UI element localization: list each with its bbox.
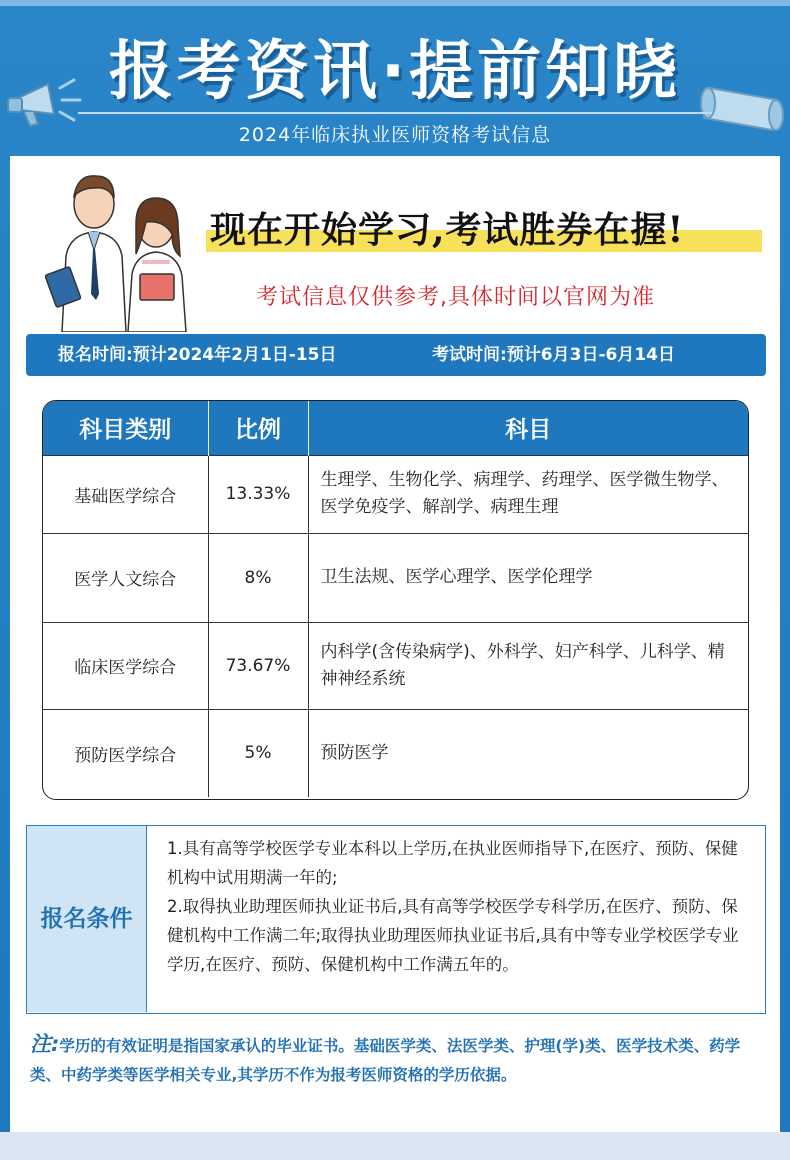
requirements-box bbox=[26, 825, 766, 1014]
table-row bbox=[43, 533, 748, 622]
table-header-row bbox=[43, 401, 748, 455]
slogan bbox=[206, 202, 766, 258]
footnote bbox=[30, 1030, 766, 1090]
table-row bbox=[43, 622, 748, 709]
table-row bbox=[43, 455, 748, 533]
requirement-item: 2.取得执业助理医师执业证书后,具有高等学校医学专科学历,在医疗、预防、保健机构中工作满二年;取得执业助理医师执业证书后,具有中等专业学校医学专业学历,在医疗、预防、保健机构中工作满五年的。 bbox=[167, 897, 739, 974]
date-bar bbox=[26, 334, 766, 376]
footnote-text: 学历的有效证明是指国家承认的毕业证书。基础医学类、法医学类、护理(学)类、医学技术类、药学类、中药学类等医学相关专业,其学历不作为报考医师资格的学历依据。 bbox=[30, 1037, 741, 1084]
header-ratio: 比例 bbox=[208, 401, 308, 455]
header-category: 科目类别 bbox=[43, 401, 208, 455]
subject-table bbox=[42, 400, 749, 800]
header-subjects: 科目 bbox=[308, 401, 748, 455]
subjects-cell: 生理学、生物化学、病理学、药理学、医学微生物学、医学免疫学、解剖学、病理生理 bbox=[308, 455, 748, 533]
subjects-cell: 卫生法规、医学心理学、医学伦理学 bbox=[308, 533, 748, 622]
slogan-text: 现在开始学习,考试胜券在握! bbox=[210, 209, 685, 251]
doctors-illustration-icon bbox=[38, 164, 198, 332]
exam-time: 考试时间:预计6月3日-6月14日 bbox=[432, 345, 675, 365]
registration-time: 报名时间:预计2024年2月1日-15日 bbox=[58, 345, 337, 365]
category-cell: 临床医学综合 bbox=[43, 622, 208, 709]
requirements-label: 报名条件 bbox=[27, 826, 147, 1012]
ratio-cell: 13.33% bbox=[208, 455, 308, 533]
category-cell: 医学人文综合 bbox=[43, 533, 208, 622]
table-row bbox=[43, 709, 748, 797]
banner-subtitle: 2024年临床执业医师资格考试信息 bbox=[78, 112, 712, 154]
subjects-cell: 预防医学 bbox=[308, 709, 748, 797]
footnote-mark: 注: bbox=[30, 1032, 60, 1056]
disclaimer-text: 考试信息仅供参考,具体时间以官网为准 bbox=[256, 285, 655, 310]
banner-title: 报考资讯·提前知晓 bbox=[108, 35, 682, 109]
ratio-cell: 5% bbox=[208, 709, 308, 797]
category-cell: 预防医学综合 bbox=[43, 709, 208, 797]
subjects-cell: 内科学(含传染病学)、外科学、妇产科学、儿科学、精神神经系统 bbox=[308, 622, 748, 709]
requirement-item: 1.具有高等学校医学专业本科以上学历,在执业医师指导下,在医疗、预防、保健机构中试用期满一年的; bbox=[167, 839, 738, 887]
content-card bbox=[10, 156, 780, 1132]
ratio-cell: 8% bbox=[208, 533, 308, 622]
category-cell: 基础医学综合 bbox=[43, 455, 208, 533]
requirements-text bbox=[167, 834, 751, 979]
ratio-cell: 73.67% bbox=[208, 622, 308, 709]
